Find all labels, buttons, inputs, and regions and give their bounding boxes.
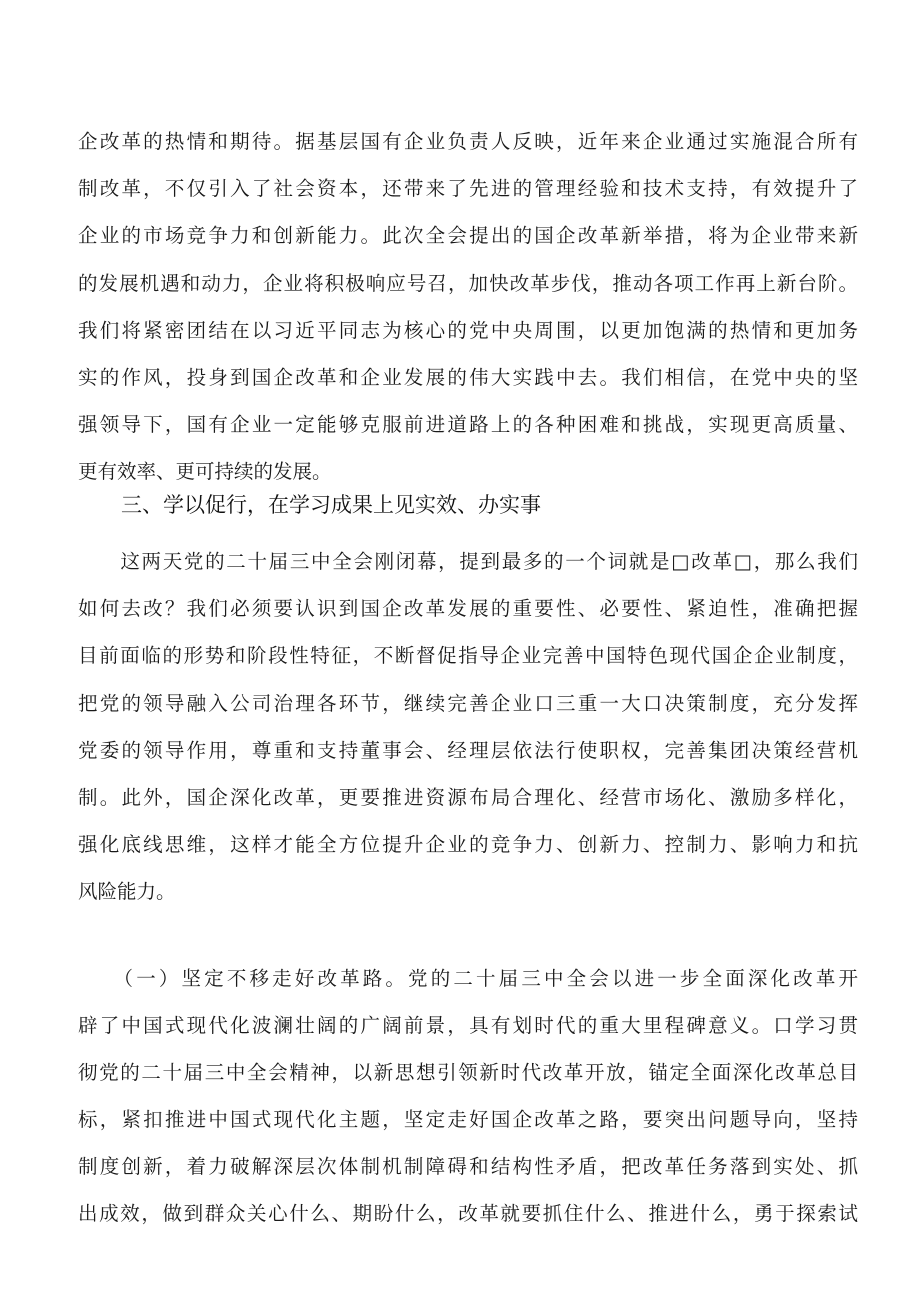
- paragraph-line: 把党的领导融入公司治理各环节，继续完善企业口三重一大口决策制度，充分发挥: [78, 692, 858, 715]
- section-heading: 三、学以促行，在学习成果上见实效、办实事: [121, 493, 541, 517]
- paragraph-line: 标，紧扣推进中国式现代化主题，坚定走好国企改革之路，要突出问题导向，坚持: [78, 1108, 858, 1131]
- paragraph-line: 目前面临的形势和阶段性特征，不断督促指导企业完善中国特色现代国企企业制度，: [78, 644, 858, 667]
- paragraph-line: 彻党的二十届三中全会精神，以新思想引领新时代改革开放，锚定全面深化改革总目: [78, 1061, 858, 1084]
- paragraph-line: 强领导下，国有企业一定能够克服前进道路上的各种困难和挑战，实现更高质量、: [78, 413, 858, 436]
- paragraph-line: 制度创新，着力破解深层次体制机制障碍和结构性矛盾，把改革任务落到实处、抓: [78, 1155, 858, 1178]
- paragraph-line: 党委的领导作用，尊重和支持董事会、经理层依法行使职权，完善集团决策经营机: [78, 739, 858, 762]
- paragraph-line: 风险能力。: [78, 880, 176, 903]
- paragraph-line: 制改革，不仅引入了社会资本，还带来了先进的管理经验和技术支持，有效提升了: [78, 177, 858, 200]
- paragraph-line: 的发展机遇和动力，企业将积极响应号召，加快改革步伐，推动各项工作再上新台阶。: [78, 272, 858, 295]
- paragraph-line: 我们将紧密团结在以习近平同志为核心的党中央周围，以更加饱满的热情和更加务: [78, 319, 858, 342]
- paragraph-line: 强化底线思维，这样才能全方位提升企业的竞争力、创新力、控制力、影响力和抗: [78, 833, 858, 856]
- paragraph-line: 制。此外，国企深化改革，更要推进资源布局合理化、经营市场化、激励多样化，: [78, 786, 858, 809]
- paragraph-line: 企改革的热情和期待。据基层国有企业负责人反映，近年来企业通过实施混合所有: [78, 130, 858, 153]
- paragraph-line: 出成效，做到群众关心什么、期盼什么，改革就要抓住什么、推进什么，勇于探索试: [78, 1202, 858, 1225]
- paragraph-line: 更有效率、更可持续的发展。: [78, 460, 332, 483]
- paragraph-line: 如何去改？我们必须要认识到国企改革发展的重要性、必要性、紧迫性，准确把握: [78, 597, 858, 620]
- paragraph-line: （一）坚定不移走好改革路。党的二十届三中全会以进一步全面深化改革开: [78, 967, 858, 990]
- paragraph-line: 企业的市场竞争力和创新能力。此次全会提出的国企改革新举措，将为企业带来新: [78, 224, 858, 247]
- paragraph-line: 实的作风，投身到国企改革和企业发展的伟大实践中去。我们相信，在党中央的坚: [78, 366, 858, 389]
- paragraph-line: 辟了中国式现代化波澜壮阔的广阔前景，具有划时代的重大里程碑意义。口学习贯: [78, 1014, 858, 1037]
- paragraph-line: 这两天党的二十届三中全会刚闭幕，提到最多的一个词就是□改革□，那么我们: [78, 550, 858, 573]
